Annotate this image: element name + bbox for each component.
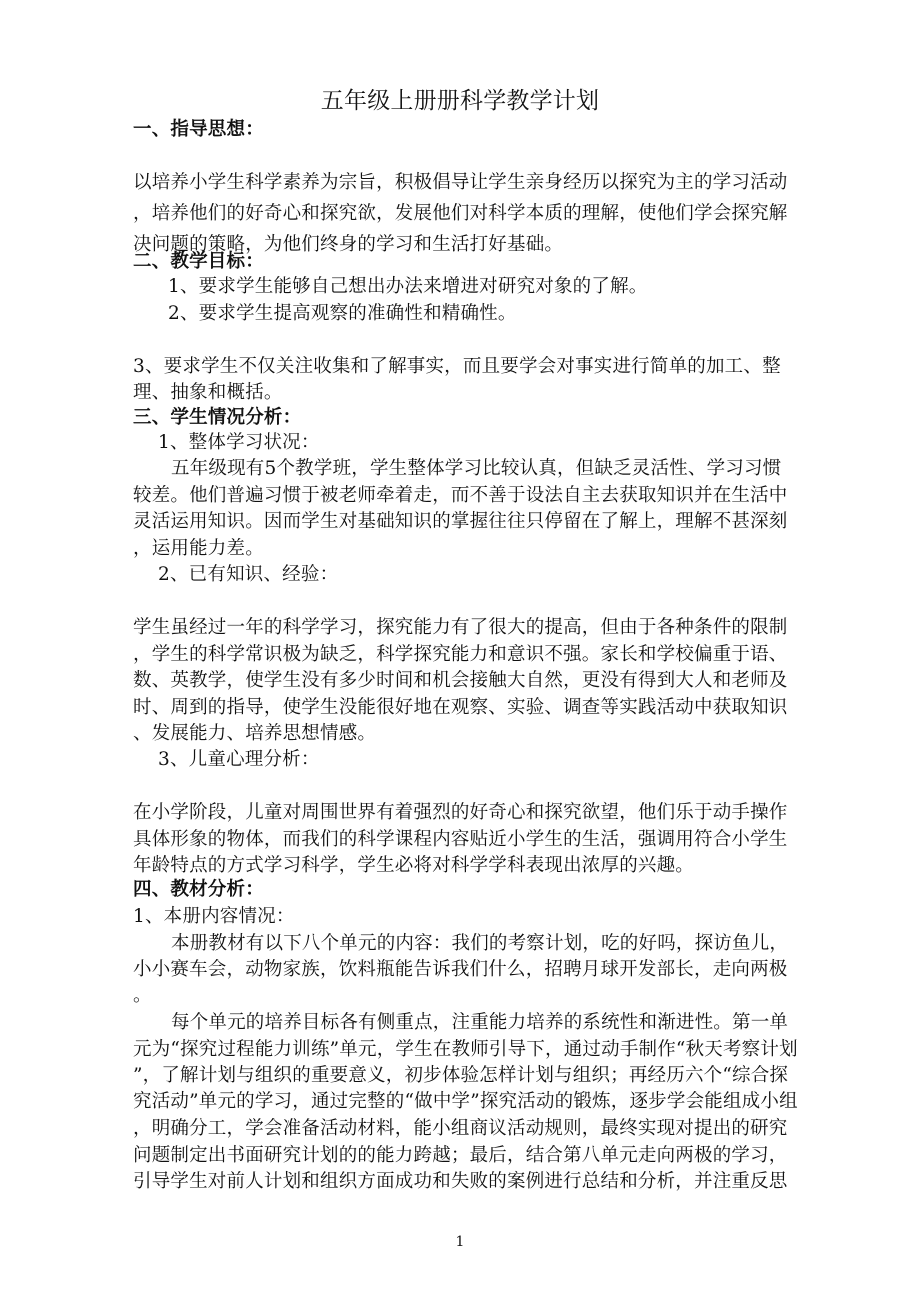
paragraph-line: 、发展能力、培养思想情感。 [133, 723, 377, 744]
paragraph-line: ，学生的科学常识极为缺乏，科学探究能力和意识不强。家长和学校偏重于语、 [133, 644, 788, 665]
paragraph-line: 时、周到的指导，使学生没能很好地在观察、实验、调查等实践活动中获取知识 [133, 697, 788, 718]
paragraph-line: 理、抽象和概括。 [133, 382, 283, 403]
paragraph-line: 元为“探究过程能力训练”单元，学生在教师引导下，通过动手制作“秋天考察计划 [133, 1039, 798, 1060]
paragraph-line: 决问题的策略，为他们终身的学习和生活打好基础。 [133, 234, 564, 255]
subheading: 1、本册内容情况： [133, 906, 295, 927]
section-heading: 三、学生情况分析： [133, 407, 302, 428]
paragraph-line: 。 [133, 985, 152, 1006]
paragraph-line: 小小赛车会，动物家族，饮料瓶能告诉我们什么，招聘月球开发部长，走向两极 [133, 959, 788, 980]
paragraph-line: 五年级现有5个教学班，学生整体学习比较认真，但缺乏灵活性、学习习惯 [171, 458, 782, 479]
paragraph-line: 灵活运用知识。因而学生对基础知识的掌握往往只停留在了解上，理解不甚深刻 [133, 511, 788, 532]
paragraph-line: 每个单元的培养目标各有侧重点，注重能力培养的系统性和渐进性。第一单 [171, 1012, 789, 1033]
paragraph-line: 具体形象的物体，而我们的科学课程内容贴近小学生的生活，强调用符合小学生 [133, 829, 788, 850]
paragraph-line: 引导学生对前人计划和组织方面成功和失败的案例进行总结和分析，并注重反思 [133, 1171, 788, 1192]
subheading: 3、儿童心理分析： [158, 749, 320, 770]
paragraph-line: 较差。他们普遍习惯于被老师牵着走，而不善于设法自主去获取知识并在生活中 [133, 485, 788, 506]
paragraph-line: ”，了解计划与组织的重要意义，初步体验怎样计划与组织；再经历六个“综合探 [133, 1065, 789, 1086]
paragraph-line: 学生虽经过一年的科学学习，探究能力有了很大的提高，但由于各种条件的限制 [133, 617, 788, 638]
paragraph-line: 以培养小学生科学素养为宗旨，积极倡导让学生亲身经历以探究为主的学习活动 [133, 172, 788, 193]
section-heading: 四、教材分析： [133, 879, 264, 900]
paragraph-line: 在小学阶段，儿童对周围世界有着强烈的好奇心和探究欲望，他们乐于动手操作 [133, 802, 788, 823]
list-item: 3、要求学生不仅关注收集和了解事实，而且要学会对事实进行简单的加工、整 [133, 356, 781, 377]
paragraph-line: 问题制定出书面研究计划的的能力跨越；最后，结合第八单元走向两极的学习， [133, 1145, 788, 1166]
paragraph-line: ，培养他们的好奇心和探究欲，发展他们对科学本质的理解，使他们学会探究解 [133, 203, 788, 224]
list-item: 1、要求学生能够自己想出办法来增进对研究对象的了解。 [168, 276, 648, 297]
paragraph-line: ，明确分工，学会准备活动材料，能小组商议活动规则，最终实现对提出的研究 [133, 1118, 788, 1139]
list-item: 2、要求学生提高观察的准确性和精确性。 [168, 303, 517, 324]
section-heading: 二、教学目标： [133, 251, 264, 272]
paragraph-line: 年龄特点的方式学习科学，学生必将对科学学科表现出浓厚的兴趣。 [133, 855, 695, 876]
paragraph-line: ，运用能力差。 [133, 538, 264, 559]
page-number: 1 [455, 1234, 465, 1250]
paragraph-line: 究活动”单元的学习，通过完整的“做中学”探究活动的锻炼，逐步学会能组成小组 [133, 1091, 798, 1112]
section-heading: 一、指导思想： [133, 119, 264, 140]
paragraph-line: 本册教材有以下八个单元的内容：我们的考察计划，吃的好吗，探访鱼儿， [171, 933, 789, 954]
subheading: 1、整体学习状况： [158, 432, 320, 453]
document-title: 五年级上册册科学教学计划 [320, 88, 600, 114]
subheading: 2、已有知识、经验： [158, 564, 339, 585]
paragraph-line: 数、英教学，使学生没有多少时间和机会接触大自然，更没有得到大人和老师及 [133, 670, 788, 691]
